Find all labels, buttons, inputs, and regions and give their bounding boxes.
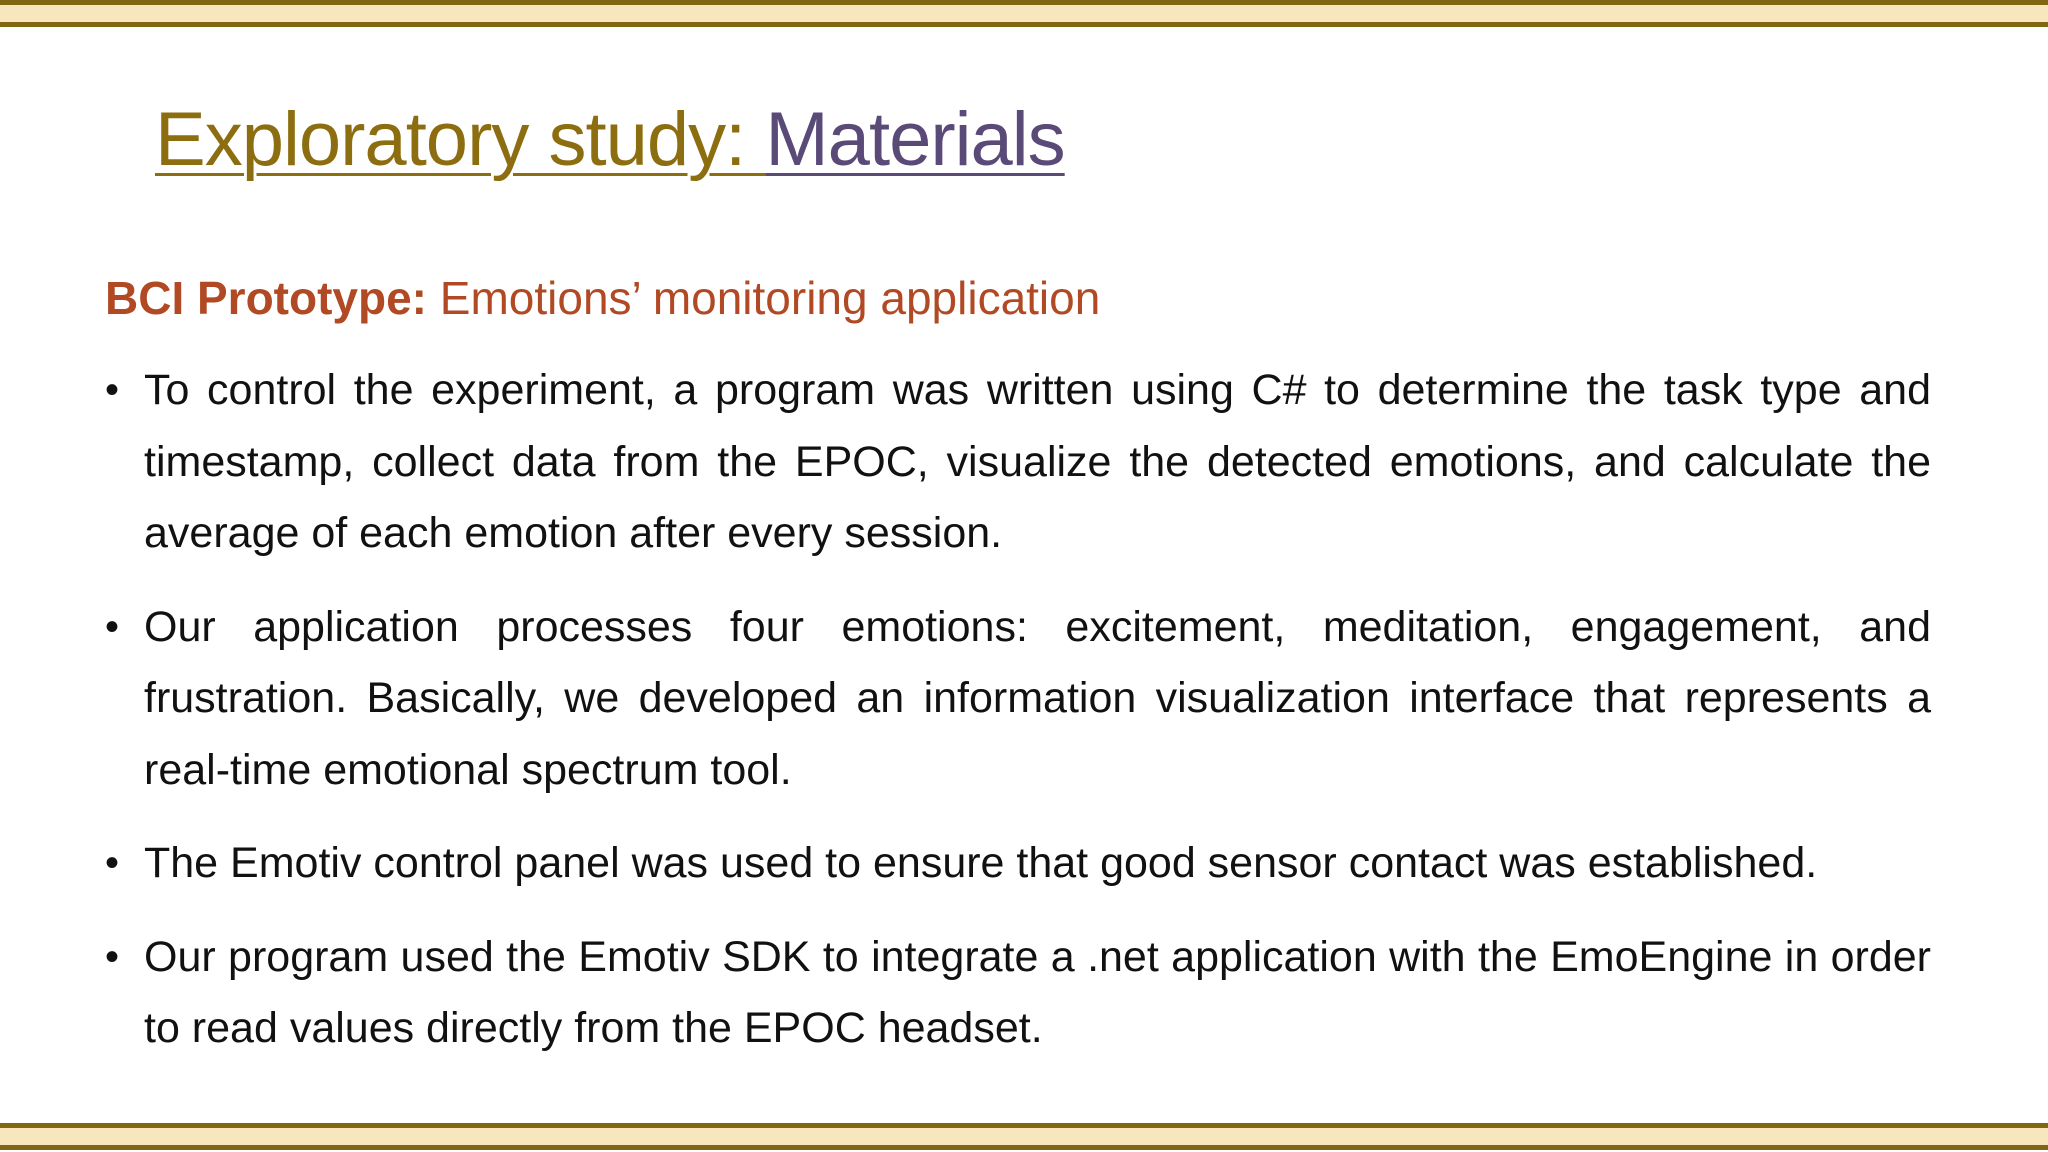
bullet-text: Our program used the Emotiv SDK to integrate a .net application with the EmoEngine in order to read values directly from the EPOC headset. (144, 932, 1931, 1052)
bullet-text: The Emotiv control panel was used to ensure that good sensor contact was established. (144, 839, 1818, 887)
bullet-item (105, 355, 1931, 570)
bottom-border-bar (0, 1123, 2048, 1150)
bullet-icon: • (105, 841, 120, 885)
bullet-icon: • (105, 604, 120, 649)
bullet-text: Our application processes four emotions: excitement, meditation, engagement, and frustration. Basically, we developed an information visualization interface that represents a real-time emotional spectrum tool. (144, 602, 1931, 794)
bullet-icon: • (105, 934, 120, 979)
slide-title (155, 85, 1065, 195)
slide-title-main: Exploratory study: (155, 97, 766, 182)
bullet-item (105, 922, 1931, 1065)
slide-title-accent: Materials (765, 97, 1065, 182)
bullet-text: To control the experiment, a program was written using C# to determine the task type and timestamp, collect data from the EPOC, visualize the detected emotions, and calculate the average of each emotion after every session. (144, 366, 1931, 557)
subheading-label: BCI Prototype: (105, 272, 427, 324)
bullet-item (105, 592, 1931, 807)
subheading (105, 268, 1100, 328)
bullet-icon: • (105, 368, 120, 412)
bullet-list (105, 355, 1931, 1087)
subheading-text: Emotions’ monitoring application (427, 272, 1101, 324)
top-border-bar (0, 0, 2048, 27)
bullet-item (105, 828, 1931, 900)
